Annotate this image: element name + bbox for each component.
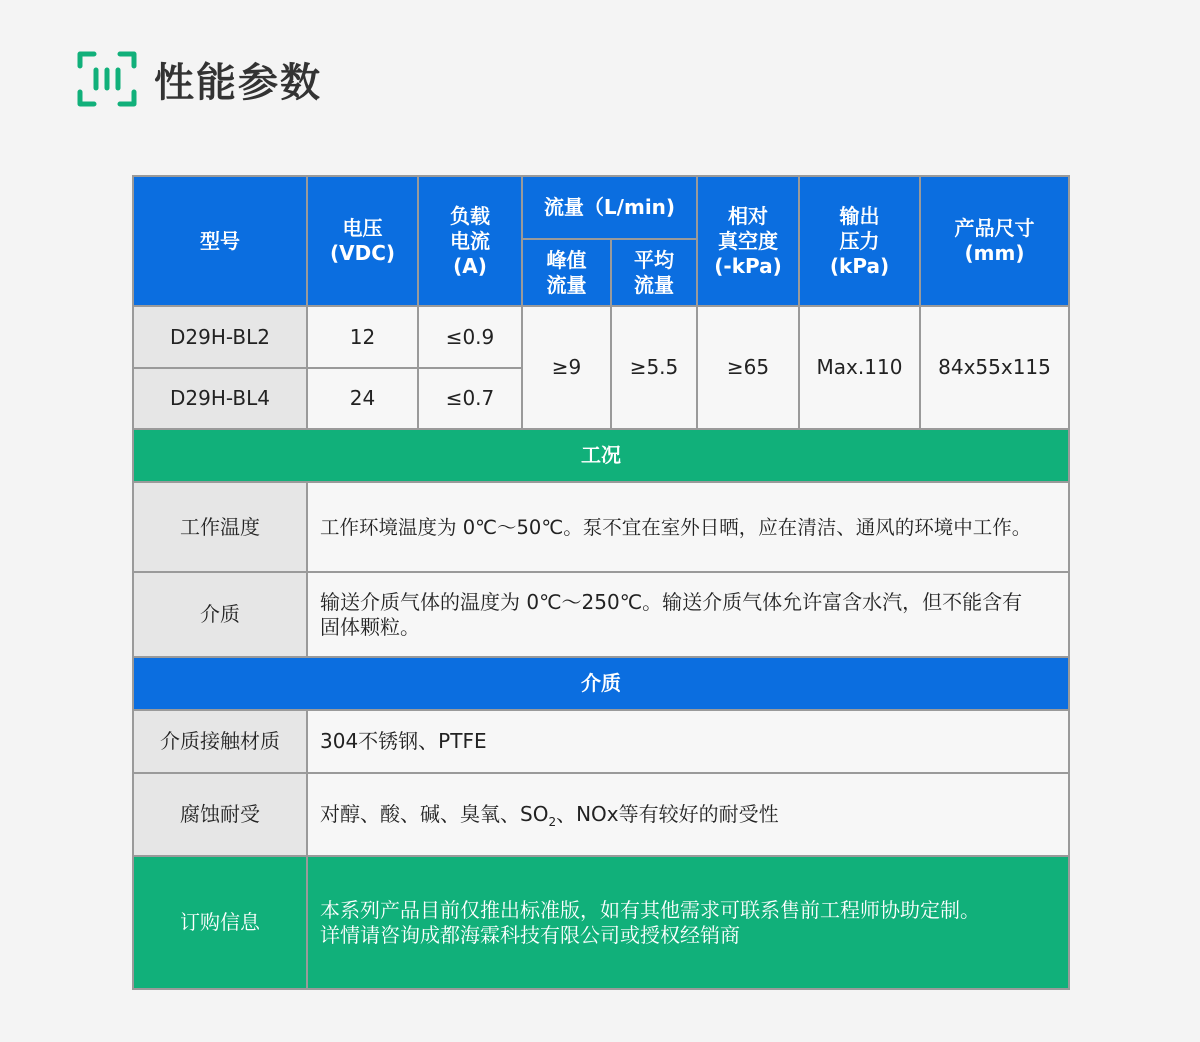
voltage-cell: 24 <box>307 368 418 429</box>
header-output-pressure: 输出 压力 (kPa) <box>799 176 920 306</box>
header-size: 产品尺寸 (mm) <box>920 176 1069 306</box>
pressure-cell: Max.110 <box>799 306 920 429</box>
size-cell: 84x55x115 <box>920 306 1069 429</box>
table-row <box>133 306 1069 368</box>
header-model: 型号 <box>133 176 307 306</box>
page-title: 性能参数 <box>154 59 322 106</box>
model-cell: D29H-BL2 <box>133 306 307 368</box>
section-medium-title: 介质 <box>133 657 1069 710</box>
current-cell: ≤0.7 <box>418 368 522 429</box>
model-cell: D29H-BL4 <box>133 368 307 429</box>
header-flow: 流量（L/min) <box>522 176 697 239</box>
page-header <box>76 46 322 112</box>
medium-value: 输送介质气体的温度为 0℃～250℃。输送介质气体允许富含水汽，但不能含有 固体颗粒。 <box>307 572 1069 657</box>
corrosion-value: 对醇、酸、碱、臭氧、$SO_2$、NOx等有较好的耐受性 <box>307 773 1069 856</box>
section-conditions-title: 工况 <box>133 429 1069 482</box>
temp-label: 工作温度 <box>133 482 307 572</box>
contact-material-value: 304不锈钢、PTFE <box>307 710 1069 773</box>
avg-flow-cell: ≥5.5 <box>611 306 697 429</box>
corrosion-label: 腐蚀耐受 <box>133 773 307 856</box>
order-info-label: 订购信息 <box>133 856 307 989</box>
spec-table <box>132 175 1070 990</box>
barcode-scan-icon <box>76 48 138 110</box>
current-cell: ≤0.9 <box>418 306 522 368</box>
order-info-value: 本系列产品目前仅推出标准版，如有其他需求可联系售前工程师协助定制。 详情请咨询成都海霖科技有限公司或授权经销商 <box>307 856 1069 989</box>
header-voltage: 电压 (VDC) <box>307 176 418 306</box>
header-peak-flow: 峰值 流量 <box>522 239 611 306</box>
vacuum-cell: ≥65 <box>697 306 799 429</box>
voltage-cell: 12 <box>307 306 418 368</box>
medium-label: 介质 <box>133 572 307 657</box>
header-avg-flow: 平均 流量 <box>611 239 697 306</box>
peak-flow-cell: ≥9 <box>522 306 611 429</box>
header-load-current: 负载 电流 (A) <box>418 176 522 306</box>
contact-material-label: 介质接触材质 <box>133 710 307 773</box>
header-vacuum: 相对 真空度 (-kPa) <box>697 176 799 306</box>
temp-value: 工作环境温度为 0℃～50℃。泵不宜在室外日晒，应在清洁、通风的环境中工作。 <box>307 482 1069 572</box>
